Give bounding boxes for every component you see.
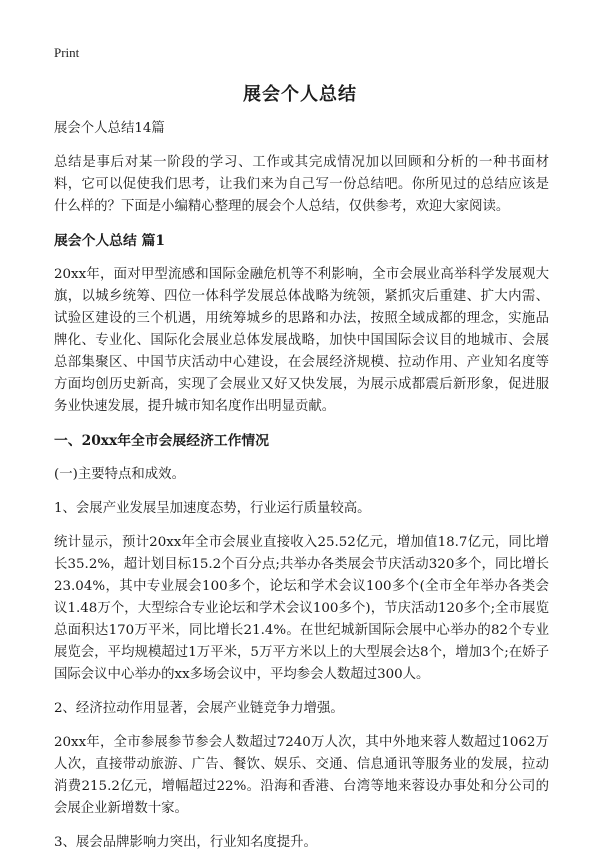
point-3: 3、展会品牌影响力突出，行业知名度提升。 [54, 835, 317, 850]
section-heading: 展会个人总结 篇1 [54, 233, 165, 249]
sub-heading-1: (一)主要特点和成效。 [54, 467, 185, 482]
print-link[interactable]: Print [54, 45, 80, 60]
point-2: 2、经济拉动作用显著，会展产业链竞争力增强。 [54, 701, 344, 716]
page-title: 展会个人总结 [243, 84, 357, 105]
paragraph-1: 20xx年，面对甲型流感和国际金融危机等不利影响，全市会展业高举科学发展观大旗，以城乡统筹、四位一体科学发展总体战略为统领，紧抓灾后重建、扩大内需、试验区建设的三个机遇，用统筹城乡的思路和办法，按照全域成都的理念，实施品牌化、专业化、国际化会展业总体发展战略，加快中国国际会议目的地城市、会展总部集聚区、中国节庆活动中心建设，在会展经济规模、拉动作用、产业知名度等方面均创历史新高，实现了会展业又好又快发展，为展示成都震后新形象，促进服务业快速发展，提升城市知名度作出明显贡献。 [54, 267, 549, 414]
paragraph-2: 统计显示，预计20xx年全市会展业直接收入25.52亿元，增加值18.7亿元，同比增长35.2%，超计划目标15.2个百分点;共举办各类展会节庆活动320多个，同比增长23.04%，其中专业展会100多个，论坛和学术会议100多个(全市全年举办各类会议1.48万个，大型综合专业论坛和学术会议100多个)，节庆活动120多个;全市展览总面积达170万平米，同比增长21.4%。在世纪城新国际会展中心举办的82个专业展览会，平均规模超过1万平米，5万平方米以上的大型展会达8个，增加3个;在娇子国际会议中心举办的xx多场会议中，平均参会人数超过300人。 [54, 535, 549, 682]
intro-paragraph: 总结是事后对某一阶段的学习、工作或其完成情况加以回顾和分析的一种书面材料，它可以促使我们思考，让我们来为自己写一份总结吧。你所见过的总结应该是什么样的？下面是小编精心整理的展会个人总结，仅供参考，欢迎大家阅读。 [54, 155, 549, 214]
document-body [54, 118, 549, 866]
paragraph-3: 20xx年，全市参展参节参会人数超过7240万人次，其中外地来蓉人数超过1062万人次，直接带动旅游、广告、餐饮、娱乐、交通、信息通讯等服务业的发展，拉动消费215.2亿元，增幅超过22%。沿海和香港、台湾等地来蓉设办事处和分公司的会展企业新增数十家。 [54, 735, 549, 816]
heading-1: 一、20xx年全市会展经济工作情况 [54, 433, 270, 449]
point-1: 1、会展产业发展呈加速度态势，行业运行质量较高。 [54, 501, 371, 516]
document-subtitle: 展会个人总结14篇 [54, 121, 165, 136]
